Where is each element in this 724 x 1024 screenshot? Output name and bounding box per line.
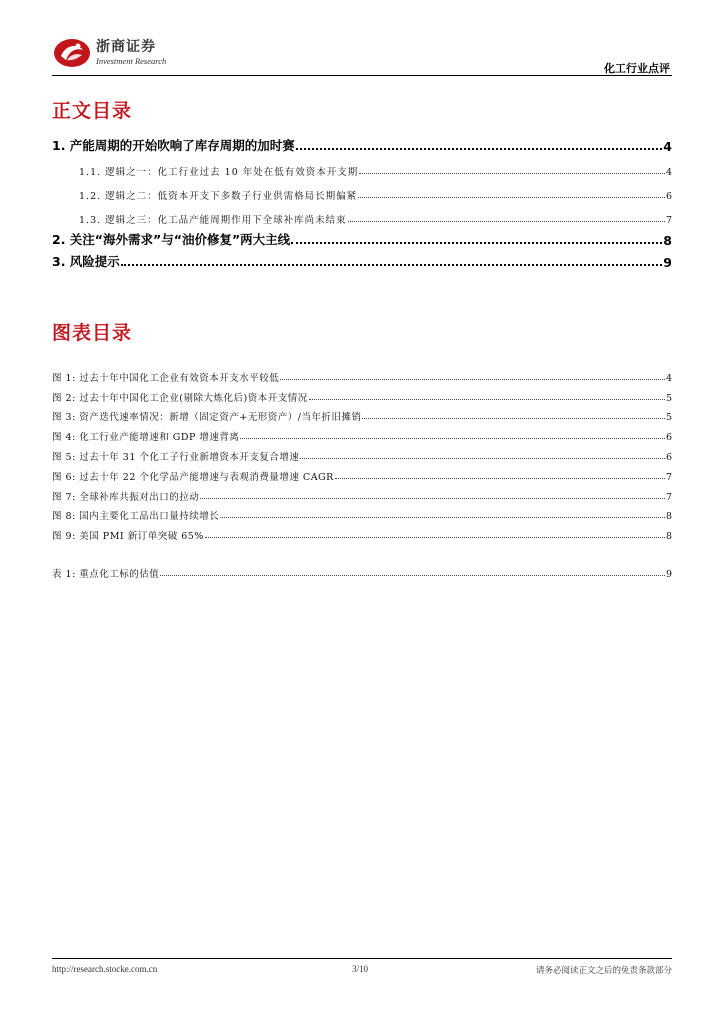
figure-entry[interactable] bbox=[52, 404, 672, 424]
entry-page-number: 4 bbox=[665, 167, 672, 178]
entry-label: 1.3. 逻辑之三：化工品产能周期作用下全球补库尚未结束 bbox=[79, 215, 347, 226]
figure-entry[interactable] bbox=[52, 522, 672, 542]
entry-page-number: 4 bbox=[663, 139, 672, 154]
toc-entry[interactable] bbox=[52, 154, 672, 178]
dot-leader bbox=[296, 148, 662, 150]
logo-emblem-icon bbox=[52, 36, 92, 70]
dot-leader bbox=[359, 173, 665, 174]
toc-entry[interactable] bbox=[52, 248, 672, 270]
dot-leader bbox=[121, 264, 662, 266]
toc-title: 正文目录 bbox=[52, 100, 133, 122]
entry-page-number: 6 bbox=[665, 432, 672, 444]
footer-disclaimer: 请务必阅读正文之后的免责条款部分 bbox=[535, 966, 672, 976]
entry-page-number: 9 bbox=[663, 255, 672, 270]
tables-list bbox=[52, 560, 672, 580]
figure-entry[interactable] bbox=[52, 463, 672, 483]
dot-leader bbox=[205, 537, 665, 538]
toc-entry[interactable] bbox=[52, 132, 672, 154]
figure-entry[interactable] bbox=[52, 503, 672, 523]
entry-page-number: 8 bbox=[663, 233, 672, 248]
entry-page-number: 7 bbox=[665, 215, 672, 226]
logo-english-text: Investment Research bbox=[96, 56, 167, 66]
dot-leader bbox=[280, 379, 665, 380]
entry-label: 1. 产能周期的开始吹响了库存周期的加时赛 bbox=[52, 138, 295, 153]
figure-entry[interactable] bbox=[52, 364, 672, 384]
entry-label: 1.1. 逻辑之一：化工行业过去 10 年处在低有效资本开支期 bbox=[79, 167, 359, 178]
figures-title: 图表目录 bbox=[52, 322, 133, 344]
entry-label: 1.2. 逻辑之二：低资本开支下多数子行业供需格局长期偏紧 bbox=[79, 191, 358, 202]
entry-page-number: 5 bbox=[665, 412, 672, 424]
entry-label: 图 9: 美国 PMI 新订单突破 65% bbox=[52, 531, 204, 543]
footer-divider bbox=[52, 958, 672, 959]
entry-label: 图 5: 过去十年 31 个化工子行业新增资本开支复合增速 bbox=[52, 451, 300, 463]
company-logo bbox=[52, 30, 202, 74]
entry-page-number: 7 bbox=[665, 471, 672, 483]
toc-list bbox=[52, 132, 672, 270]
figure-entry[interactable] bbox=[52, 384, 672, 404]
dot-leader bbox=[335, 478, 665, 479]
figure-entry[interactable] bbox=[52, 560, 672, 580]
entry-label: 表 1: 重点化工标的估值 bbox=[52, 568, 160, 580]
dot-leader bbox=[348, 221, 665, 222]
entry-label: 图 1: 过去十年中国化工企业有效资本开支水平较低 bbox=[52, 372, 280, 384]
toc-entry[interactable] bbox=[52, 202, 672, 226]
entry-label: 图 2: 过去十年中国化工企业(剔除大炼化后)资本开支情况 bbox=[52, 392, 308, 404]
entry-page-number: 8 bbox=[665, 531, 672, 543]
figure-entry[interactable] bbox=[52, 483, 672, 503]
dot-leader bbox=[240, 438, 665, 439]
toc-entry[interactable] bbox=[52, 178, 672, 202]
dot-leader bbox=[309, 399, 665, 400]
entry-page-number: 7 bbox=[665, 491, 672, 503]
entry-label: 2. 关注“海外需求”与“油价修复”两大主线 bbox=[52, 232, 291, 247]
header-divider bbox=[52, 75, 672, 76]
figure-entry[interactable] bbox=[52, 423, 672, 443]
entry-page-number: 6 bbox=[665, 451, 672, 463]
entry-page-number: 4 bbox=[665, 372, 672, 384]
entry-page-number: 6 bbox=[665, 191, 672, 202]
report-type-label: 化工行业点评 bbox=[604, 62, 670, 75]
entry-label: 3. 风险提示 bbox=[52, 254, 120, 269]
entry-page-number: 9 bbox=[665, 568, 672, 580]
dot-leader bbox=[300, 458, 665, 459]
footer-url[interactable]: http://research.stocke.com.cn bbox=[52, 964, 158, 974]
dot-leader bbox=[200, 498, 665, 499]
logo-chinese-text: 浙商证券 bbox=[96, 39, 156, 55]
figures-list bbox=[52, 364, 672, 542]
entry-page-number: 5 bbox=[665, 392, 672, 404]
figure-entry[interactable] bbox=[52, 443, 672, 463]
footer-page-number: 3/10 bbox=[352, 964, 369, 974]
dot-leader bbox=[358, 197, 665, 198]
toc-entry[interactable] bbox=[52, 226, 672, 248]
dot-leader bbox=[291, 242, 662, 244]
page-header bbox=[52, 30, 672, 78]
entry-label: 图 8: 国内主要化工品出口量持续增长 bbox=[52, 511, 220, 523]
dot-leader bbox=[160, 575, 665, 576]
dot-leader bbox=[220, 517, 665, 518]
entry-label: 图 3: 资产迭代速率情况：新增（固定资产+无形资产）/当年折旧摊销 bbox=[52, 412, 362, 424]
entry-page-number: 8 bbox=[665, 511, 672, 523]
dot-leader bbox=[362, 418, 665, 419]
entry-label: 图 6: 过去十年 22 个化学品产能增速与表观消费量增速 CAGR bbox=[52, 471, 334, 483]
entry-label: 图 7: 全球补库共振对出口的拉动 bbox=[52, 491, 200, 503]
entry-label: 图 4: 化工行业产能增速和 GDP 增速背离 bbox=[52, 432, 240, 444]
